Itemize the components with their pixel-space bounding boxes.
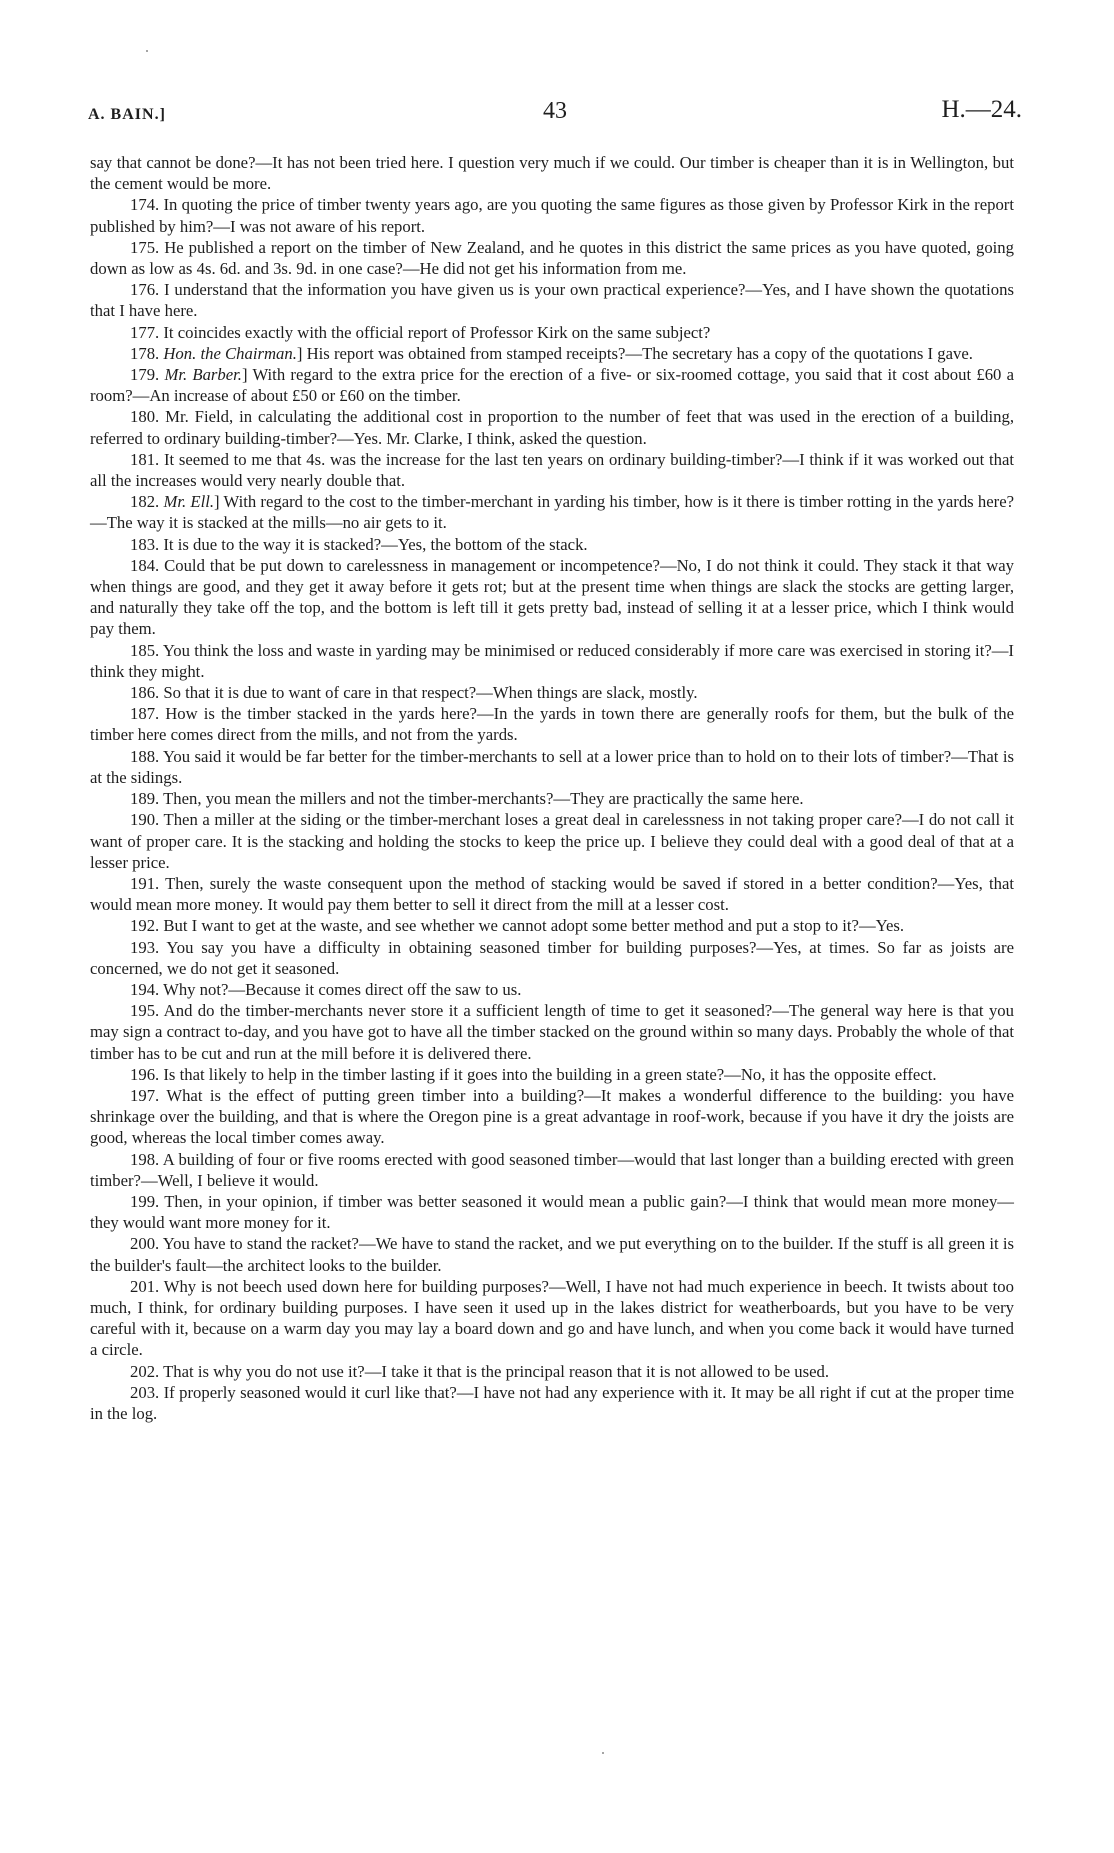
question-182: 182. Mr. Ell.] With regard to the cost to the timber-merchant in yarding his timber, how is it there is timber rotting in the yards here?—The way it is stacked at the mills—no air gets to it. <box>90 492 1015 533</box>
document-code: H.—24. <box>941 96 1022 123</box>
speaker-name: Mr. Ell. <box>163 492 215 512</box>
question-188: 188. You said it would be far better for the timber-merchants to sell at a lower price than to hold on to their lots of timber?—That is at the sidings. <box>90 746 1014 787</box>
question-177: 177. It coincides exactly with the official report of Professor Kirk on the same subject? <box>130 322 711 342</box>
evidence-text <box>90 152 1014 1424</box>
page-header <box>88 92 1022 132</box>
question-203: 203. If properly seasoned would it curl like that?—I have not had any experience with it. It may be all right if cut at the proper time in the log. <box>90 1382 1014 1423</box>
speaker-name: Hon. the Chairman. <box>163 343 297 363</box>
question-200: 200. You have to stand the racket?—We have to stand the racket, and we put everything on to the builder. If the stuff is all green it is the builder's fault—the architect looks to the builder. <box>90 1234 1014 1275</box>
question-199: 199. Then, in your opinion, if timber was better seasoned it would mean a public gain?—I think that would mean more money—they would want more money for it. <box>90 1191 1014 1233</box>
question-195: 195. And do the timber-merchants never store it a sufficient length of time to get it seasoned?—The general way here is that you may sign a contract to-day, and you have got to have all the timber stacked on the ground within so many days. Probably the whole of that timber has to be cut and run at the mill before it is delivered there. <box>90 1001 1014 1063</box>
question-185: 185. You think the loss and waste in yarding may be minimised or reduced considerably if more care was exercised in storing it?—I think they might. <box>90 640 1014 681</box>
question-192: 192. But I want to get at the waste, and see whether we cannot adopt some better method and put a stop to it?—Yes. <box>130 916 905 936</box>
question-187: 187. How is the timber stacked in the yards here?—In the yards in town there are generally roofs for them, but the bulk of the timber here comes direct from the mills, and not from the yards. <box>90 704 1014 745</box>
question-201: 201. Why is not beech used down here for building purposes?—Well, I have not had much experience in beech. It twists about too much, I think, for ordinary building purposes. I have seen it used up in the lakes district for weatherboards, but you have to be very careful with it, because on a warm day you may lay a board down and go and have lunch, and when you come back it would have turned a circle. <box>90 1276 1014 1360</box>
page-number: 43 <box>543 98 567 124</box>
question-198: 198. A building of four or five rooms erected with good seasoned timber—would that last longer than a building erected with green timber?—Well, I believe it would. <box>90 1149 1014 1190</box>
question-176: 176. I understand that the information you have given us is your own practical experience?—Yes, and I have shown the quotations that I have here. <box>90 280 1014 321</box>
scan-speck <box>146 50 148 52</box>
question-184: 184. Could that be put down to carelessness in management or incompetence?—No, I do not think it could. They stack it that way when things are good, and they get it away before it gets rot; but at the present time when things are slack the stocks are getting larger, and naturally they take off the top, and the bottom is left till it gets pretty bad, instead of selling it at a lesser price, which I think would pay them. <box>90 555 1014 639</box>
question-175: 175. He published a report on the timber of New Zealand, and he quotes in this district the same prices as you have quoted, going down as low as 4s. 6d. and 3s. 9d. in one case?—He did not get his information from me. <box>90 237 1014 279</box>
question-183: 183. It is due to the way it is stacked?—Yes, the bottom of the stack. <box>130 534 588 554</box>
question-194: 194. Why not?—Because it comes direct off the saw to us. <box>130 979 522 999</box>
question-189: 189. Then, you mean the millers and not the timber-merchants?—They are practically the same here. <box>130 789 804 809</box>
speaker-name: Mr. Barber. <box>164 365 242 385</box>
question-186: 186. So that it is due to want of care in that respect?—When things are slack, mostly. <box>130 683 698 703</box>
question-191: 191. Then, surely the waste consequent upon the method of stacking would be saved if stored in a better condition?—Yes, that would mean more money. It would pay them better to sell it direct from the mill at a lesser cost. <box>90 873 1014 915</box>
question-196: 196. Is that likely to help in the timber lasting if it goes into the building in a green state?—No, it has the opposite effect. <box>130 1064 937 1084</box>
question-202: 202. That is why you do not use it?—I take it that is the principal reason that it is not allowed to be used. <box>130 1361 830 1381</box>
question-178: 178. Hon. the Chairman.] His report was obtained from stamped receipts?—The secretary has a copy of the quotations I gave. <box>130 343 973 363</box>
question-179: 179. Mr. Barber.] With regard to the extra price for the erection of a five- or six-roomed cottage, you said that it cost about £60 a room?—An increase of about £50 or £60 on the timber. <box>90 365 1015 406</box>
question-190: 190. Then a miller at the siding or the timber-merchant loses a great deal in carelessness in not taking proper care?—I do not call it want of proper care. It is the stacking and holding the stocks to keep the price up. I believe they could deal with a good deal of that at a lesser price. <box>90 810 1014 872</box>
paragraph-continuation: say that cannot be done?—It has not been tried here. I question very much if we could. Our timber is cheaper than it is in Wellington, but the cement would be more. <box>90 153 1014 194</box>
scan-speck <box>602 1752 604 1754</box>
question-180: 180. Mr. Field, in calculating the additional cost in proportion to the number of feet that was used in the erection of a building, referred to ordinary building-timber?—Yes. Mr. Clarke, I think, asked the question. <box>90 407 1014 448</box>
question-193: 193. You say you have a difficulty in obtaining seasoned timber for building purposes?—Yes, at times. So far as joists are concerned, we do not get it seasoned. <box>90 937 1014 978</box>
question-174: 174. In quoting the price of timber twenty years ago, are you quoting the same figures as those given by Professor Kirk in the report published by him?—I was not aware of his report. <box>90 195 1014 236</box>
question-197: 197. What is the effect of putting green timber into a building?—It makes a wonderful difference to the building: you have shrinkage over the building, and that is where the Oregon pine is a great advantage in roof-work, because if you have it dry the joists are good, whereas the local timber comes away. <box>90 1085 1014 1148</box>
question-181: 181. It seemed to me that 4s. was the increase for the last ten years on ordinary building-timber?—I think if it was worked out that all the increases would very nearly double that. <box>90 449 1014 491</box>
witness-name: A. BAIN.] <box>88 106 166 123</box>
